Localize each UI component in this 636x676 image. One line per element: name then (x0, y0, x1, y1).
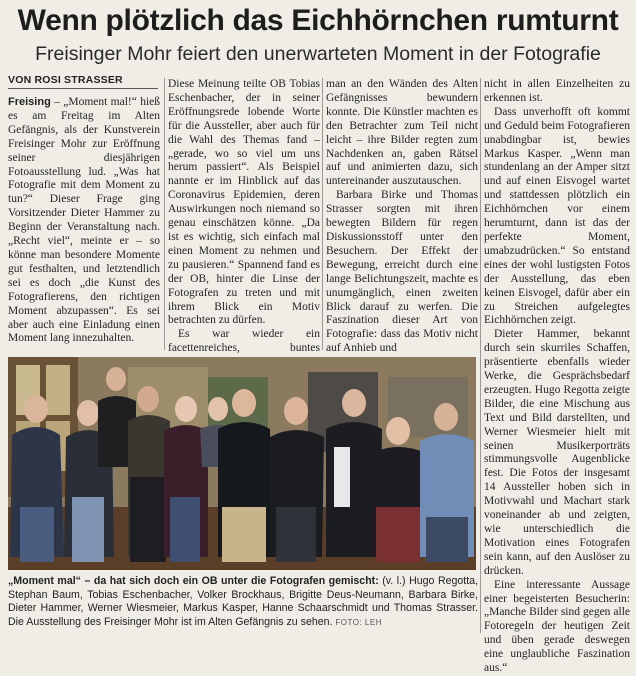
column-divider (480, 78, 481, 633)
column-1-text: – „Moment mal!“ hieß es am Freitag im Alten Gefängnis, als der Kunstverein Freisinger Mohr zur Eröffnung seiner diesjährigen Fotoausstellung lud. „Was hat Fotografie mit dem Moment zu tun?“ Dieser Frage ging Vorsitzender Dieter Hammer zu Beginn der Veranstaltung nach. „Recht viel“, meinte er – so könne man besondere Momente gut festhalten, und letztendlich sei es doch „die Kunst des Fotografierens, den richtigen Moment abzupassen“. Es sei aber auch eine Einladung einen Moment lang innezuhalten. (8, 96, 160, 345)
headline: Wenn plötzlich das Eichhörnchen rumturnt (17, 4, 619, 37)
group-photo (8, 357, 476, 570)
byline: VON ROSI STRASSER (8, 74, 158, 89)
dateline: Freising (8, 96, 51, 108)
caption-text: (v. l.) Hugo Regotta, Stephan Baum, Tobias Eschenbacher, Volker Brockhaus, Brigitte Deus-Neumann, Barbara Birke, Dieter Hammer, Werner Wiesmeier, Markus Kasper, Hanne Schaarschmidt und Thomas Strasser. Die Ausstellung des Freisinger Mohr ist im Alten Gefängnis zu sehen. (8, 575, 479, 628)
column-3-paragraph-1: man an den Wänden des Alten Gefängnisses bewundern konnte. Die Künstler machten es den Betrachter zum Teil nicht leicht – ihre Bilder regten zum Nachdenken an, gaben Rätsel auf und animierten dazu, sich untereinander auszutauschen. (326, 78, 478, 188)
column-4-paragraph-1: nicht in allen Einzelheiten zu erkennen ist. (484, 78, 630, 104)
article-column-3 (326, 78, 478, 356)
column-3-paragraph-2: Barbara Birke und Thomas Strasser sorgten mit ihren bewegten Bildern für regen Diskussionsstoff unter den Besuchern. Der Effekt der Bewegung, erreicht durch eine lange Belichtungszeit, machte es unumgänglich, einen zweiten Blick darauf zu werfen. Die Faszination dieser Art von Fotografie: dass das Motiv nicht auf Anhieb und (326, 189, 478, 355)
article-column-2 (168, 78, 320, 370)
photo-caption (8, 575, 478, 629)
article-column-1 (8, 96, 160, 346)
article-column-4 (484, 78, 630, 675)
column-4-paragraph-2: Dass unverhofft oft kommt und Geduld beim Fotografieren unabdingbar ist, bewies Markus Kasper. „Wenn man stundenlang an der Amper sitzt und auf einen Eisvogel wartet und stattdessen plötzlich ein Eichhörnchen vor einem herumturnt, dann ist das der perfekte Moment, umabzudrücken.“ So entstand eines der wohl lustigsten Fotos der Ausstellung, das eben keinen Eisvogel, dafür aber ein zu Streichen aufgelegtes Eichhörnchen zeigt. (484, 105, 630, 327)
column-divider (322, 78, 323, 350)
column-4-paragraph-3: Dieter Hammer, bekannt durch sein skurriles Schaffen, präsentierte ebenfalls wieder Werke, die Gesprächsbedarf erzeugten. Hugo Regotta zeigte Bilder, die eine Mischung aus Text und Bild darstellten, und Werner Wiesmeier hielt mit seinen Musikerporträts stimmungsvolle Augenblicke fest. Die Fotos der insgesamt 14 Aussteller hoben sich in Motivwahl und Machart stark voneinander ab und zeigten, wie unterschiedlich die Motivation eines Fotografen sein kann, auf den Auslöser zu drücken. (484, 328, 630, 577)
subheadline: Freisinger Mohr feiert den unerwarteten Moment in der Fotografie (35, 43, 601, 65)
photo-credit: FOTO: LEH (335, 617, 382, 627)
caption-lead: „Moment mal“ – da hat sich doch ein OB unter die Fotografen gemischt: (8, 575, 379, 587)
column-2-paragraph-1: Diese Meinung teilte OB Tobias Eschenbacher, der in seiner Eröffnungsrede lobende Worte für die Aussteller, aber auch für die Wahl des Themas fand – „gerade, wo so viel um uns herum passiert“. Als Beispiel nannte er im Hinblick auf das Coronavirus Epidemien, deren Auswirkungen noch niemand so genau einschätzen könne. „Da ist es wichtig, sich einfach mal einen Moment zu nehmen und zu pausieren.“ Spannend fand es der OB, hinter die Linse der Fotografen zu treten und mit ihrem Blick ein Motiv betrachten zu dürfen. (168, 78, 320, 327)
column-2-paragraph-2: Es war wieder ein facettenreiches, buntes (168, 328, 320, 355)
column-divider (164, 78, 165, 350)
group-photo-illustration (8, 357, 476, 570)
column-4-paragraph-4: Eine interessante Aussage einer begeisterten Besucherin: „Manche Bilder sind gegen alle Fotoregeln der heutigen Zeit und üben gerade deswegen eine unglaubliche Faszination aus.“ (484, 578, 630, 675)
